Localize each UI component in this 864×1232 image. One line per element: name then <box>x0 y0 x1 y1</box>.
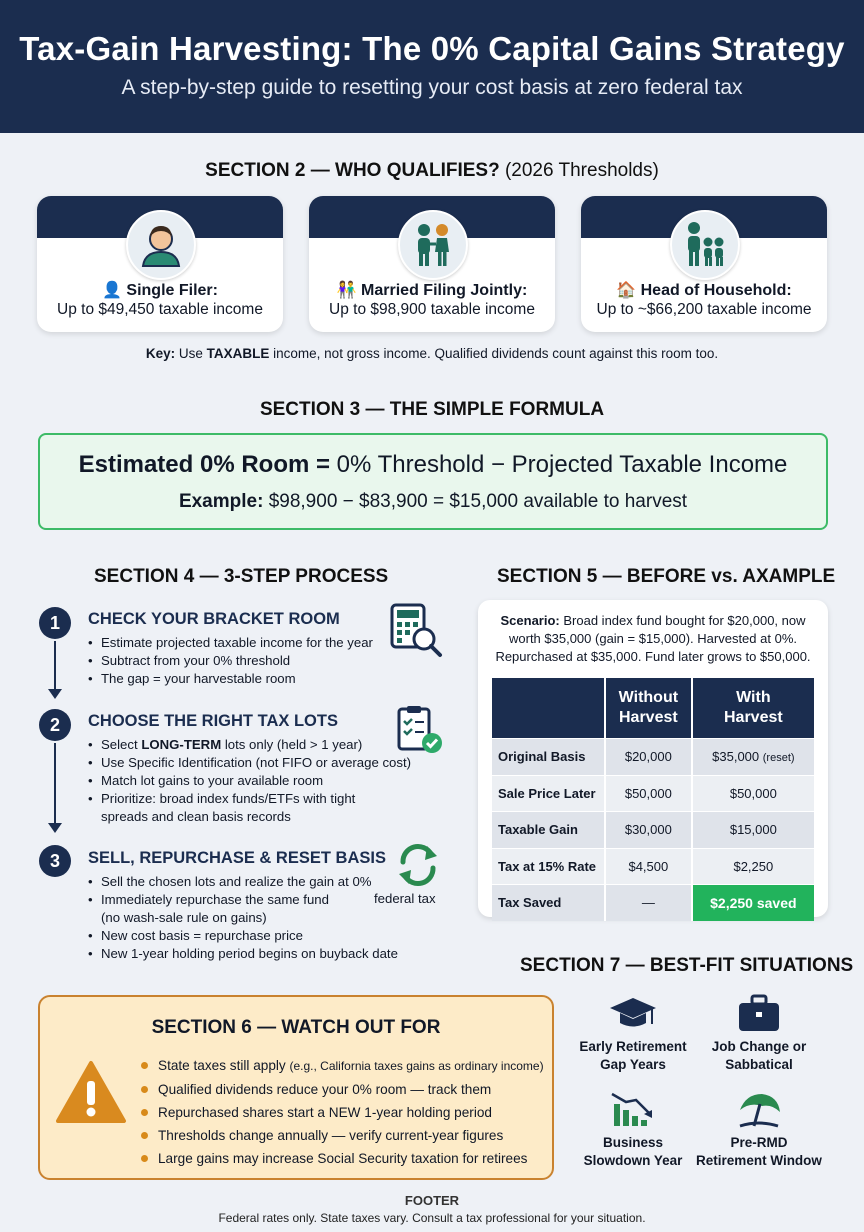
fit-item-pre-rmd: Pre-RMD Retirement Window <box>689 1090 829 1170</box>
fit-item-job-change: Job Change or Sabbatical <box>689 994 829 1074</box>
table-row: Tax at 15% Rate $4,500 $2,250 <box>492 848 814 885</box>
card-value: Up to $49,450 taxable income <box>57 301 263 318</box>
arrow-down-icon <box>48 689 62 699</box>
page-subtitle: A step-by-step guide to resetting your cost basis at zero federal tax <box>121 76 743 99</box>
section3-title: SECTION 3 — THE SIMPLE FORMULA <box>259 399 605 420</box>
qualify-card-married <box>309 196 555 332</box>
floating-note: federal tax <box>374 891 436 906</box>
column-header-with: With Harvest <box>692 678 814 739</box>
warning-list: State taxes still apply (e.g., California taxes gains as ordinary income) Qualified dividends reduce your 0% room — track them Repurchased shares start a NEW 1-year holding period Thresholds change annually — verify current-year figures Large gains may increase Social Security taxation for retirees <box>140 1054 544 1170</box>
fit-item-early-retirement: Early Retirement Gap Years <box>563 994 703 1074</box>
formula-example: Example: $98,900 − $83,900 = $15,000 available to harvest <box>178 491 688 512</box>
step-bullets: • Select LONG-TERM lots only (held > 1 year) • Use Specific Identification (not FIFO or average cost) • Match lot gains to your available room • Prioritize: broad index funds/ETFs with tight spreads and clean basis records <box>88 736 411 826</box>
step-bullets: • Sell the chosen lots and realize the gain at 0% • Immediately repurchase the same fund (no wash-sale rule on gains) • New cost basis = repurchase price • New 1-year holding period begins on buyback date <box>88 873 398 963</box>
page-title: Tax-Gain Harvesting: The 0% Capital Gains Strategy <box>19 30 845 67</box>
qualify-card-single <box>37 196 283 332</box>
person-icon <box>126 210 196 280</box>
beach-umbrella-icon <box>734 1090 784 1130</box>
graduation-cap-icon <box>608 994 658 1034</box>
card-title: 👤 Single Filer: <box>102 282 218 299</box>
footer-title: FOOTER <box>404 1193 460 1208</box>
fit-item-business-slowdown: Business Slowdown Year <box>563 1090 703 1170</box>
section2-title: SECTION 2 — WHO QUALIFIES? (2026 Thresholds) <box>205 160 659 181</box>
step-connector <box>54 743 56 825</box>
page-header <box>0 0 864 133</box>
table-row: Taxable Gain $30,000 $15,000 <box>492 812 814 849</box>
checklist-icon <box>393 704 445 756</box>
scenario-text: Scenario: Broad index fund bought for $20,000, now worth $35,000 (gain = $15,000). Harvested at 0%. Repurchased at $35,000. Fund later grows to $50,000. <box>495 613 811 664</box>
card-title: 👫 Married Filing Jointly: <box>336 282 528 299</box>
step-title: CHECK YOUR BRACKET ROOM <box>88 610 340 628</box>
table-row: Sale Price Later $50,000 $50,000 <box>492 775 814 812</box>
card-value: Up to ~$66,200 taxable income <box>596 301 812 318</box>
column-header-without: Without Harvest <box>605 678 692 739</box>
step-title: SELL, REPURCHASE & RESET BASIS <box>88 849 386 867</box>
key-note: Key: Use TAXABLE income, not gross income. Qualified dividends count against this room too. <box>145 346 719 361</box>
warning-icon <box>54 1059 128 1125</box>
footer-text: Federal rates only. State taxes vary. Consult a tax professional for your situation. <box>218 1211 646 1225</box>
table-row: Original Basis $20,000 $35,000 (reset) <box>492 739 814 776</box>
arrow-down-icon <box>48 823 62 833</box>
step-bullets: • Estimate projected taxable income for the year • Subtract from your 0% threshold • The gap = your harvestable room <box>88 634 373 688</box>
family-icon <box>670 210 740 280</box>
step-number: 3 <box>39 845 71 877</box>
declining-chart-icon <box>608 1090 658 1130</box>
section5-title: SECTION 5 — BEFORE vs. AXAMPLE <box>497 566 836 587</box>
step-number: 1 <box>39 607 71 639</box>
step-title: CHOOSE THE RIGHT TAX LOTS <box>88 712 338 730</box>
comparison-table <box>492 678 814 921</box>
step-number: 2 <box>39 709 71 741</box>
section4-title: SECTION 4 — 3-STEP PROCESS <box>94 566 389 587</box>
refresh-icon <box>395 842 441 888</box>
briefcase-icon <box>734 994 784 1034</box>
formula: Estimated 0% Room = 0% Threshold − Projected Taxable Income <box>78 451 788 478</box>
calculator-magnifier-icon <box>388 603 444 659</box>
section6-title: SECTION 6 — WATCH OUT FOR <box>151 1017 441 1038</box>
tax-saved-badge: $2,250 saved <box>692 885 814 921</box>
section7-title: SECTION 7 — BEST-FIT SITUATIONS <box>520 955 854 976</box>
card-value: Up to $98,900 taxable income <box>329 301 535 318</box>
couple-icon <box>398 210 468 280</box>
qualify-card-household <box>581 196 827 332</box>
warning-box <box>38 995 554 1180</box>
table-row: Tax Saved — $2,250 saved <box>492 885 814 921</box>
card-title: 🏠 Head of Household: <box>616 282 792 299</box>
comparison-card <box>478 600 828 917</box>
table-header-row <box>492 678 814 739</box>
step-connector <box>54 641 56 691</box>
formula-box <box>38 433 828 530</box>
